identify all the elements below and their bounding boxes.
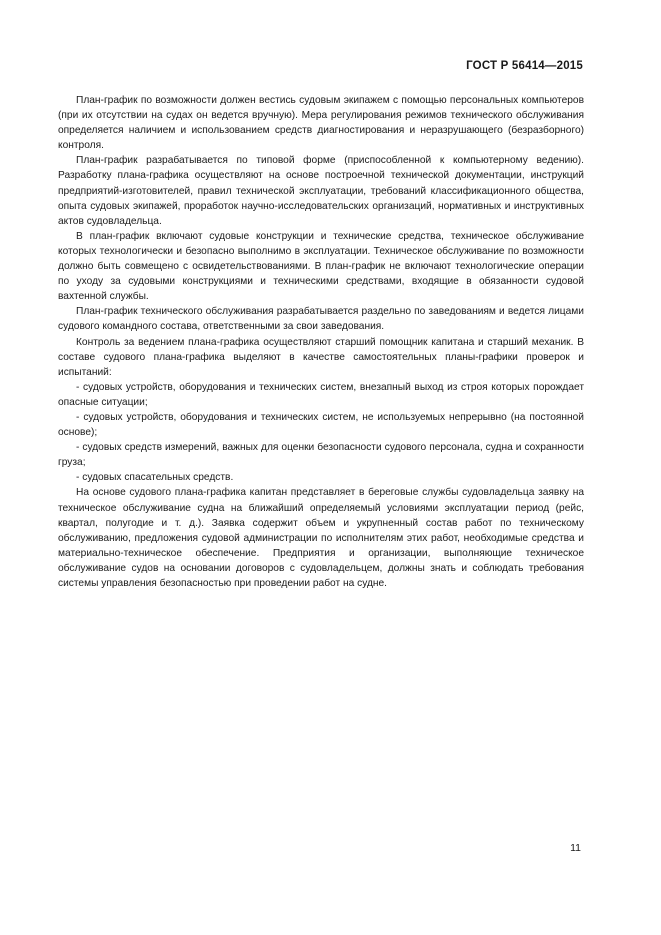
paragraph-plan-maintenance: План-график по возможности должен вестись судовым экипажем с помощью персональных компьютеров (при их отсутствии на судах он ведется вручную). Мера регулирования режимов технического обслуживания определяется наличием и использованием средств диагностирования и неразрушающего (безразборного) контроля. (58, 95, 584, 152)
paragraph-plan-control: Контроль за ведением плана-графика осуществляют старший помощник капитана и старший механик. В составе судового плана-графика выделяют в качестве самостоятельных планы-графики проверок и испытаний: (58, 336, 584, 378)
list-item: - судовых устройств, оборудования и технических систем, внезапный выход из строя которых порождает опасные ситуации; (58, 381, 584, 408)
list-item: - судовых устройств, оборудования и технических систем, не используемых непрерывно (на постоянной основе); (58, 411, 584, 439)
list-item: - судовых спасательных средств. (76, 472, 234, 484)
paragraph-plan-development: План-график разрабатывается по типовой форме (приспособленной к компьютерному ведению). Разработку плана-графика осуществляют на основе построечной технической документации, инструкций предприятий-изготовителей, правил технической эксплуатации, требований классификационного общества, опыта судовых экипажей, проработок научно-исследовательских организаций, нормативных и инструктивных актов судовладельца. (58, 155, 584, 227)
list-item: - судовых средств измерений, важных для оценки безопасности судового персонала, судна и сохранности груза; (58, 442, 584, 469)
paragraph-maintenance-request: На основе судового плана-графика капитан представляет в береговые службы судовладельца заявку на техническое обслуживание судна на ближайший определяемый условиями эксплуатации период (рейс, квартал, полугодие и т. д.). Заявка содержит объем и укрупненный состав работ по техническому обслуживанию, предложения судовой администрации по исполнителям этих работ, необходимые средства и материально-техническое обеспечение. Предприятия и организации, выполняющие техническое обслуживание судов на основании договоров с судовладельцем, должны знать и соблюдать требования системы управления безопасностью при проведении работ на судне. (58, 487, 584, 589)
paragraph-plan-inclusion: В план-график включают судовые конструкции и технические средства, техническое обслуживание которых технологически и безопасно выполнимо в эксплуатации. Техническое обслуживание по возможности должно быть совмещено с освидетельствованиями. В план-график не включают технологические операции по уходу за судовыми конструкциями и техническими средствами, входящие в обязанности судовой вахтенной службы. (58, 230, 584, 303)
page-number: 11 (570, 842, 581, 854)
document-standard-number: ГОСТ Р 56414—2015 (466, 60, 583, 72)
document-body (58, 93, 584, 591)
paragraph-plan-responsibility: План-график технического обслуживания разрабатывается раздельно по заведованиям и ведется лицами судового командного состава, ответственными за свои заведования. (58, 306, 584, 333)
